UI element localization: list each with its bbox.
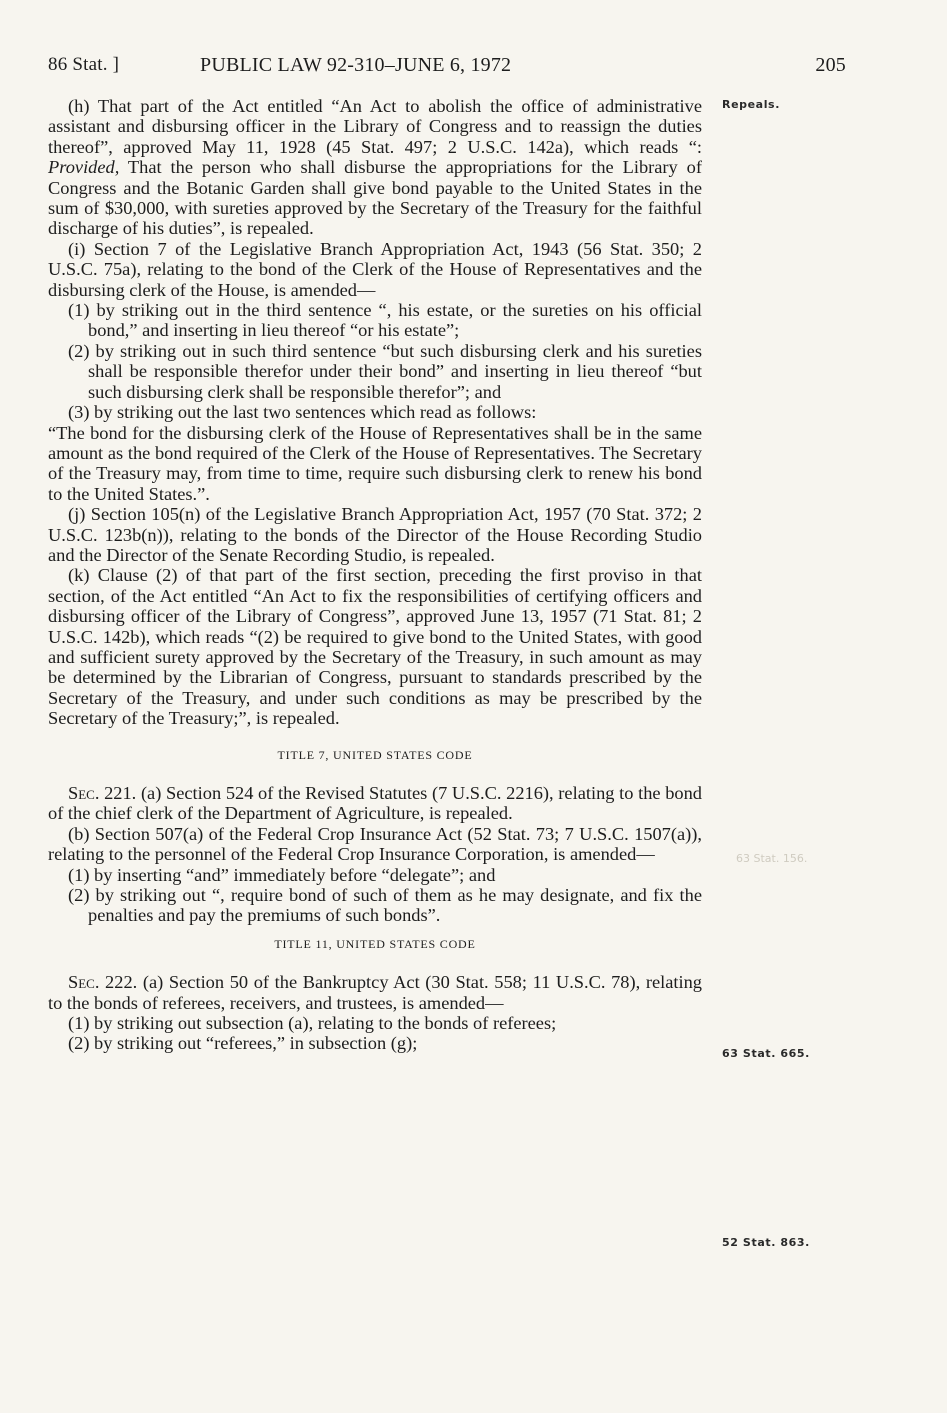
paragraph-i-3: (3) by striking out the last two sentences which read as follows: — [68, 402, 537, 423]
title-7-heading: TITLE 7, UNITED STATES CODE — [277, 747, 473, 762]
margin-note-63-stat-665: 63 Stat. 665. — [722, 1047, 810, 1060]
page-header — [48, 50, 848, 80]
proviso-italic: Provided, — [48, 157, 120, 178]
section-221-b-2: (2) by striking out “, require bond of such of them as he may designate, and fix the penalties and pay the premiums of such bonds”. — [68, 885, 702, 926]
page-number: 205 — [815, 54, 846, 76]
section-222-a-1: (1) by striking out subsection (a), relating to the bonds of referees; — [68, 1013, 557, 1034]
title-11-heading: TITLE 11, UNITED STATES CODE — [274, 936, 476, 951]
header-title: PUBLIC LAW 92-310–JUNE 6, 1972 — [200, 54, 512, 76]
paragraph-i-1: (1) by striking out in the third sentence “, his estate, or the sureties on his official bond,” and inserting in lieu thereof “or his estate”; — [68, 300, 702, 341]
section-222-a: Sec. 222. (a) Section 50 of the Bankruptcy Act (30 Stat. 558; 11 U.S.C. 78), relating to the bonds of referees, receivers, and trustees, is amended— — [48, 972, 702, 1013]
header-stat-reference: 86 Stat. ] — [48, 54, 120, 75]
section-222-label: Sec. 222. — [68, 972, 138, 993]
paragraph-i-3-quote: “The bond for the disbursing clerk of the House of Representatives shall be in the same amount as the bond required of the Clerk of the House of Representatives. The Secretary of the Treasury may, from time to time, require such disbursing clerk to renew his bond to the United States.”. — [48, 422, 702, 504]
document-body — [48, 96, 702, 1054]
section-221-label: Sec. 221. — [68, 783, 137, 803]
section-222-a-2: (2) by striking out “referees,” in subsection (g); — [68, 1033, 418, 1054]
paragraph-i: (i) Section 7 of the Legislative Branch Appropriation Act, 1943 (56 Stat. 350; 2 U.S.C. 75a), relating to the bond of the Clerk of the House of Representatives and the disbursing clerk of the House, is amended— — [48, 238, 702, 300]
paragraph-k: (k) Clause (2) of that part of the first section, preceding the first proviso in that section, of the Act entitled “An Act to fix the responsibilities of certifying officers and disbursing officer of the Library of Congress”, approved June 13, 1957 (71 Stat. 81; 2 U.S.C. 142b), which reads “(2) be required to give bond to the United States, with good and sufficient surety approved by the Secretary of the Treasury, in such amount as may be determined by the Librarian of Congress, pursuant to standards prescribed by the Secretary of the Treasury, and under such conditions as may be prescribed by the Secretary of the Treasury;”, is repealed. — [48, 565, 702, 729]
margin-note-52-stat-863: 52 Stat. 863. — [722, 1236, 810, 1249]
paragraph-i-2: (2) by striking out in such third sentence “but such disbursing clerk and his sureties shall be responsible therefor under their bond” and inserting in lieu thereof “but such disbursing clerk shall be responsible therefor”; and — [68, 340, 702, 402]
section-221-a: Sec. 221. (a) Section 524 of the Revised Statutes (7 U.S.C. 2216), relating to the bond of the chief clerk of the Department of Agriculture, is repealed. — [48, 783, 702, 824]
paragraph-j: (j) Section 105(n) of the Legislative Branch Appropriation Act, 1957 (70 Stat. 372; 2 U.S.C. 123b(n)), relating to the bonds of the Director of the House Recording Studio and the Director of the Senate Recording Studio, is repealed. — [48, 504, 702, 565]
margin-note-bleedthrough: 63 Stat. 156. — [736, 852, 808, 865]
section-221-b: (b) Section 507(a) of the Federal Crop Insurance Act (52 Stat. 73; 7 U.S.C. 1507(a)), relating to the personnel of the Federal Crop Insurance Corporation, is amended— — [48, 823, 702, 865]
margin-note-repeals: Repeals. — [722, 98, 780, 111]
paragraph-h: (h) That part of the Act entitled “An Act to abolish the office of administrative assistant and disbursing officer in the Library of Congress and to reassign the duties thereof”, approved May 11, 1928 (45 Stat. 497; 2 U.S.C. 142a), which reads “: Provided, That the person who shall disburse the appropriations for the Library of Congress and the Botanic Garden shall give bond payable to the United States in the sum of $30,000, with sureties approved by the Secretary of the Treasury for the faithful discharge of his duties”, is repealed. — [48, 96, 702, 239]
section-221-b-1: (1) by inserting “and” immediately before “delegate”; and — [68, 864, 496, 885]
